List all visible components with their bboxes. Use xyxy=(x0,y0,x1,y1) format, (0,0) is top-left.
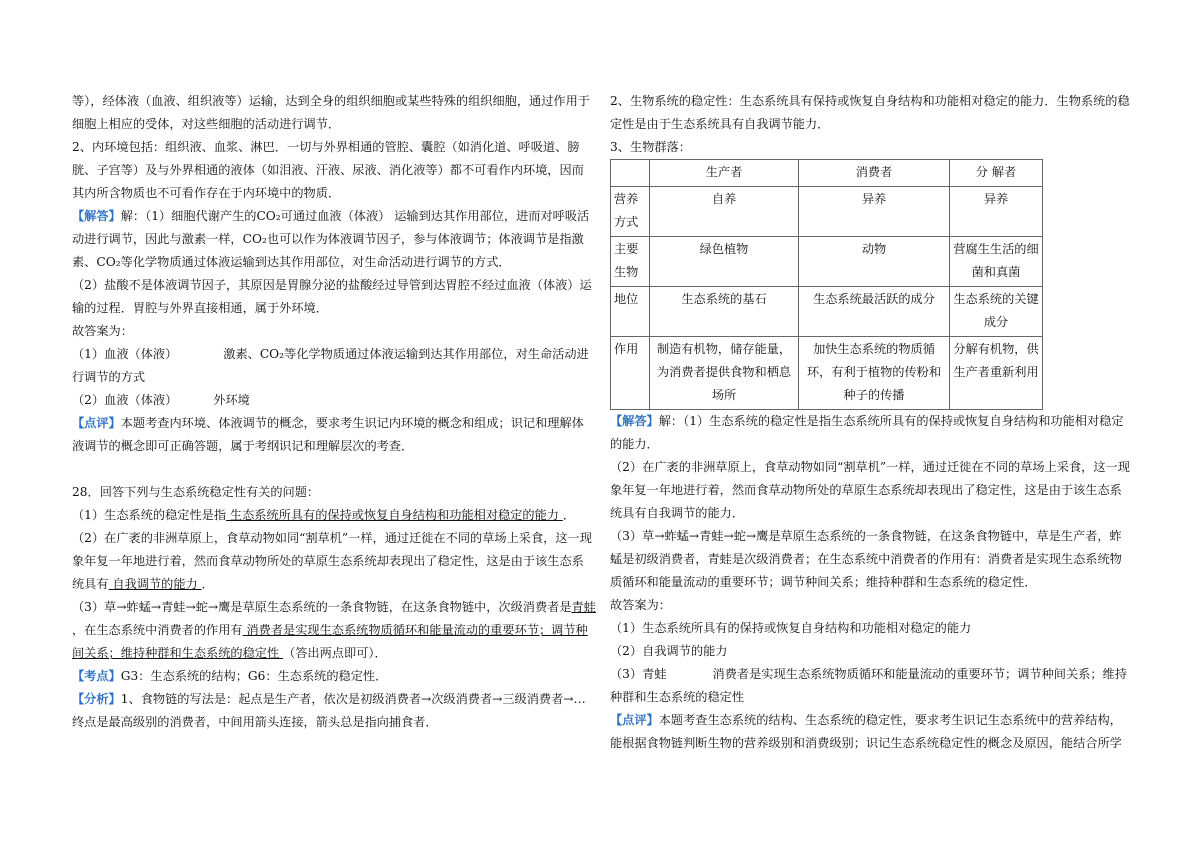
table-header-cell: 分 解者 xyxy=(950,160,1043,187)
paragraph: 【点评】本题考查生态系统的结构、生态系统的稳定性，要求考生识记生态系统中的营养结构，能根据食物链判断生物的营养级别和消费级别；识记生态系统稳定性的概念及原因，能结合所学 xyxy=(610,713,1122,750)
table-cell: 生态系统的关键成分 xyxy=(950,287,1043,337)
table-cell: 动物 xyxy=(799,237,950,287)
table-cell: 分解有机物，供生产者重新利用 xyxy=(950,337,1043,410)
table-cell: 绿色植物 xyxy=(650,237,799,287)
table-cell: 生态系统最活跃的成分 xyxy=(799,287,950,337)
question-2: （2）在广袤的非洲草原上，食草动物如同“割草机”一样，通过迁徙在不同的草场上采食，这一现象年复一年地进行着，然而食草动物所处的草原生态系统却表现出了稳定性，这是由于该生态系统具有 自我调节的能力 ． xyxy=(72,531,592,591)
table-header-row xyxy=(611,160,1043,187)
table-row xyxy=(611,287,1043,337)
table-cell: 异养 xyxy=(799,187,950,237)
table-cell: 生态系统的基石 xyxy=(650,287,799,337)
table-cell: 加快生态系统的物质循环，有利于植物的传粉和种子的传播 xyxy=(799,337,950,410)
table-cell: 营养方式 xyxy=(611,187,650,237)
table-cell: 地位 xyxy=(611,287,650,337)
paragraph: 等），经体液（血液、组织液等）运输，达到全身的组织细胞或某些特殊的组织细胞，通过作用于细胞上相应的受体，对这些细胞的活动进行调节． xyxy=(72,94,590,131)
question-title: 28．回答下列与生态系统稳定性有关的问题： xyxy=(72,485,320,499)
answer-underline: 青蛙 xyxy=(571,600,596,614)
table-cell: 自养 xyxy=(650,187,799,237)
paragraph: 【解答】解：（1）细胞代谢产生的CO₂可通过血液（体液） 运输到达其作用部位，进而对呼吸活动进行调节，因此与激素一样，CO₂也可以作为体液调节因子，参与体液调节；体液调节是指激素、CO₂等化学物质通过体液运输到达其作用部位，对生命活动进行调节的方式． xyxy=(72,209,590,269)
table-cell: 作用 xyxy=(611,337,650,410)
kaodian-tag: 【考点】 xyxy=(72,669,121,683)
jieda-tag: 【解答】 xyxy=(610,414,659,428)
table-header-cell: 消费者 xyxy=(799,160,950,187)
answer-label: 故答案为： xyxy=(72,324,133,338)
table-row xyxy=(611,187,1043,237)
left-column xyxy=(72,90,596,734)
paragraph: 【解答】解：（1）生态系统的稳定性是指生态系统所具有的保持或恢复自身结构和功能相对稳定的能力． xyxy=(610,414,1124,451)
table-header-cell: 生产者 xyxy=(650,160,799,187)
fenxi-tag: 【分析】 xyxy=(72,692,121,706)
answer-underline: 自我调节的能力 xyxy=(108,577,202,591)
jieda-tag: 【解答】 xyxy=(72,209,121,223)
answer-1: （1）生态系统所具有的保持或恢复自身结构和功能相对稳定的能力 xyxy=(610,621,972,635)
community-table xyxy=(610,159,1043,410)
paragraph: （2）盐酸不是体液调节因子，其原因是胃腺分泌的盐酸经过导管到达胃腔不经过血液（体液）运输的过程．胃腔与外界直接相通，属于外环境． xyxy=(72,278,592,315)
table-cell: 营腐生生活的细菌和真菌 xyxy=(950,237,1043,287)
answer-2: （2）自我调节的能力 xyxy=(610,644,728,658)
answer-3: （3）青蛙 消费者是实现生态系统物质循环和能量流动的重要环节；调节种间关系；维持种群和生态系统的稳定性 xyxy=(610,667,1127,704)
question-3: （3）草→蚱蜢→青蛙→蛇→鹰是草原生态系统的一条食物链，在这条食物链中，次级消费者是青蛙 ，在生态系统中消费者的作用有 消费者是实现生态系统物质循环和能量流动的重要环节；调节种间关系；维持种群和生态系统的稳定性 （答出两点即可）． xyxy=(72,600,596,660)
paragraph: 2、生物系统的稳定性：生态系统具有保持或恢复自身结构和功能相对稳定的能力．生物系统的稳定性是由于生态系统具有自我调节能力． xyxy=(610,94,1130,131)
dianping-tag: 【点评】 xyxy=(610,713,659,727)
answer-1: （1）血液（体液） 激素、CO₂等化学物质通过体液运输到达其作用部位，对生命活动进行调节的方式 xyxy=(72,347,589,384)
answer-underline: 消费者是实现生态系统物质循环和能量流动的重要环节；调节种间关系；维持种群和生态系统的稳定性 xyxy=(72,623,588,660)
table-cell: 异养 xyxy=(950,187,1043,237)
right-column xyxy=(610,90,1133,755)
paragraph: 2、内环境包括：组织液、血浆、淋巴．一切与外界相通的管腔、囊腔（如消化道、呼吸道、膀胱、子宫等）及与外界相通的液体（如泪液、汗液、尿液、消化液等）都不可看作内环境，因而其内所含物质也不可看作存在于内环境中的物质． xyxy=(72,140,584,200)
answer-label: 故答案为： xyxy=(610,598,671,612)
table-cell: 制造有机物，储存能量，为消费者提供食物和栖息场所 xyxy=(650,337,799,410)
paragraph: 3、生物群落： xyxy=(610,140,691,154)
paragraph: （2）在广袤的非洲草原上，食草动物如同“割草机”一样，通过迁徙在不同的草场上采食，这一现象年复一年地进行着，然而食草动物所处的草原生态系统却表现出了稳定性，这是由于该生态系统具有自我调节的能力． xyxy=(610,460,1130,520)
table-header-cell xyxy=(611,160,650,187)
paragraph: 【点评】本题考查内环境、体液调节的概念，要求考生识记内环境的概念和组成；识记和理解体液调节的概念即可正确答题，属于考纲识记和理解层次的考查． xyxy=(72,416,584,453)
answer-2: （2）血液（体液） 外环境 xyxy=(72,393,250,407)
dianping-tag: 【点评】 xyxy=(72,416,121,430)
answer-underline: 生态系统所具有的保持或恢复自身结构和功能相对稳定的能力 xyxy=(226,508,563,522)
paragraph: 【考点】G3：生态系统的结构；G6：生态系统的稳定性． xyxy=(72,669,388,683)
table-row xyxy=(611,337,1043,410)
table-row xyxy=(611,237,1043,287)
question-1: （1）生态系统的稳定性是指 生态系统所具有的保持或恢复自身结构和功能相对稳定的能力 ． xyxy=(72,508,576,522)
paragraph: 【分析】1、食物链的写法是：起点是生产者，依次是初级消费者→次级消费者→三级消费者→…终点是最高级别的消费者，中间用箭头连接，箭头总是指向捕食者． xyxy=(72,692,586,729)
table-cell: 主要生物 xyxy=(611,237,650,287)
paragraph: （3）草→蚱蜢→青蛙→蛇→鹰是草原生态系统的一条食物链，在这条食物链中，草是生产者，蚱蜢是初级消费者，青蛙是次级消费者；在生态系统中消费者的作用有：消费者是实现生态系统物质循环和能量流动的重要环节；调节种间关系；维持种群和生态系统的稳定性． xyxy=(610,529,1122,589)
